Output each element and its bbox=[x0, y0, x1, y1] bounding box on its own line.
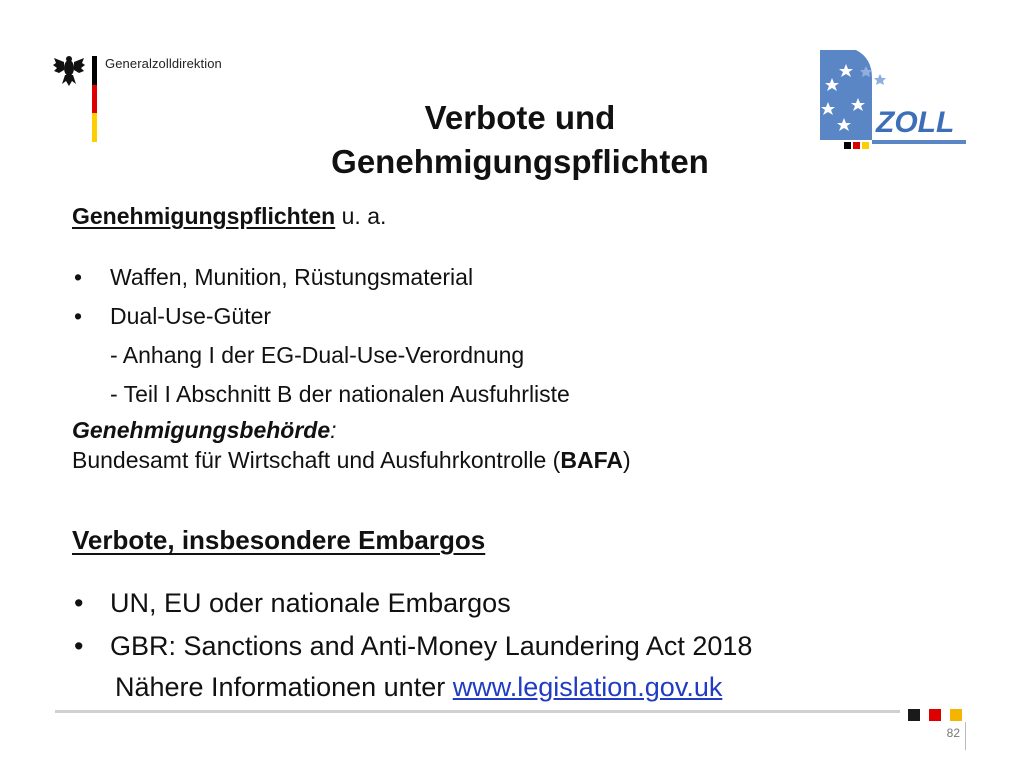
authority-value-suffix: ) bbox=[622, 447, 631, 473]
bullet-glyph: • bbox=[74, 303, 83, 329]
authority-label-colon: : bbox=[330, 417, 337, 443]
federal-eagle-icon bbox=[52, 54, 86, 88]
list-item bbox=[72, 625, 752, 668]
more-info-line bbox=[115, 668, 722, 706]
slide-title-line-2: Genehmigungspflichten bbox=[331, 143, 709, 180]
authority-abbreviation: BAFA bbox=[560, 447, 623, 473]
list-item-text: GBR: Sanctions and Anti-Money Laundering Act 2018 bbox=[110, 631, 753, 661]
bullet-glyph: • bbox=[74, 264, 83, 290]
list-item bbox=[72, 297, 473, 336]
authority-value-prefix: Bundesamt für Wirtschaft und Ausfuhrkontrolle ( bbox=[72, 447, 561, 473]
embargo-list bbox=[72, 582, 752, 668]
bullet-glyph: • bbox=[74, 588, 84, 618]
flag-stripe-gold bbox=[92, 113, 97, 142]
page-number: 82 bbox=[946, 726, 960, 740]
permit-list bbox=[72, 258, 473, 336]
list-item-text: Waffen, Munition, Rüstungsmaterial bbox=[110, 264, 474, 290]
authority-label-text: Genehmigungsbehörde bbox=[72, 417, 331, 443]
list-item bbox=[72, 582, 752, 625]
more-info-prefix: Nähere Informationen unter bbox=[115, 672, 453, 702]
list-item-text: Dual-Use-Güter bbox=[110, 303, 272, 329]
zoll-logo bbox=[818, 48, 968, 154]
section-heading-permits bbox=[72, 200, 386, 232]
section-heading-permits-label: Genehmigungspflichten bbox=[72, 203, 336, 229]
list-item-text: UN, EU oder nationale Embargos bbox=[110, 588, 511, 618]
footer-square-gold bbox=[950, 709, 962, 721]
zoll-logo-text: ZOLL bbox=[876, 106, 955, 139]
german-flag-bar bbox=[92, 56, 97, 142]
agency-name: Generalzolldirektion bbox=[105, 56, 222, 71]
slide-title-line-1: Verbote und bbox=[424, 99, 616, 136]
footer-color-squares bbox=[908, 706, 971, 725]
footer-vertical-rule bbox=[965, 722, 966, 750]
sub-item: - Teil I Abschnitt B der nationalen Ausfuhrliste bbox=[110, 381, 570, 407]
footer-square-red bbox=[929, 709, 941, 721]
flag-stripe-red bbox=[92, 85, 97, 114]
footer-divider bbox=[55, 710, 900, 713]
legislation-link[interactable]: www.legislation.gov.uk bbox=[452, 672, 723, 702]
slide-title bbox=[250, 96, 790, 184]
list-item bbox=[72, 258, 473, 297]
bullet-glyph: • bbox=[74, 631, 84, 661]
section-heading-permits-suffix: u. a. bbox=[335, 203, 387, 229]
footer-square-black bbox=[908, 709, 920, 721]
authority-label bbox=[72, 416, 337, 444]
authority-value bbox=[72, 446, 631, 474]
sub-item: - Anhang I der EG-Dual-Use-Verordnung bbox=[110, 342, 525, 368]
flag-stripe-black bbox=[92, 56, 97, 85]
section-heading-embargos: Verbote, insbesondere Embargos bbox=[72, 525, 486, 555]
